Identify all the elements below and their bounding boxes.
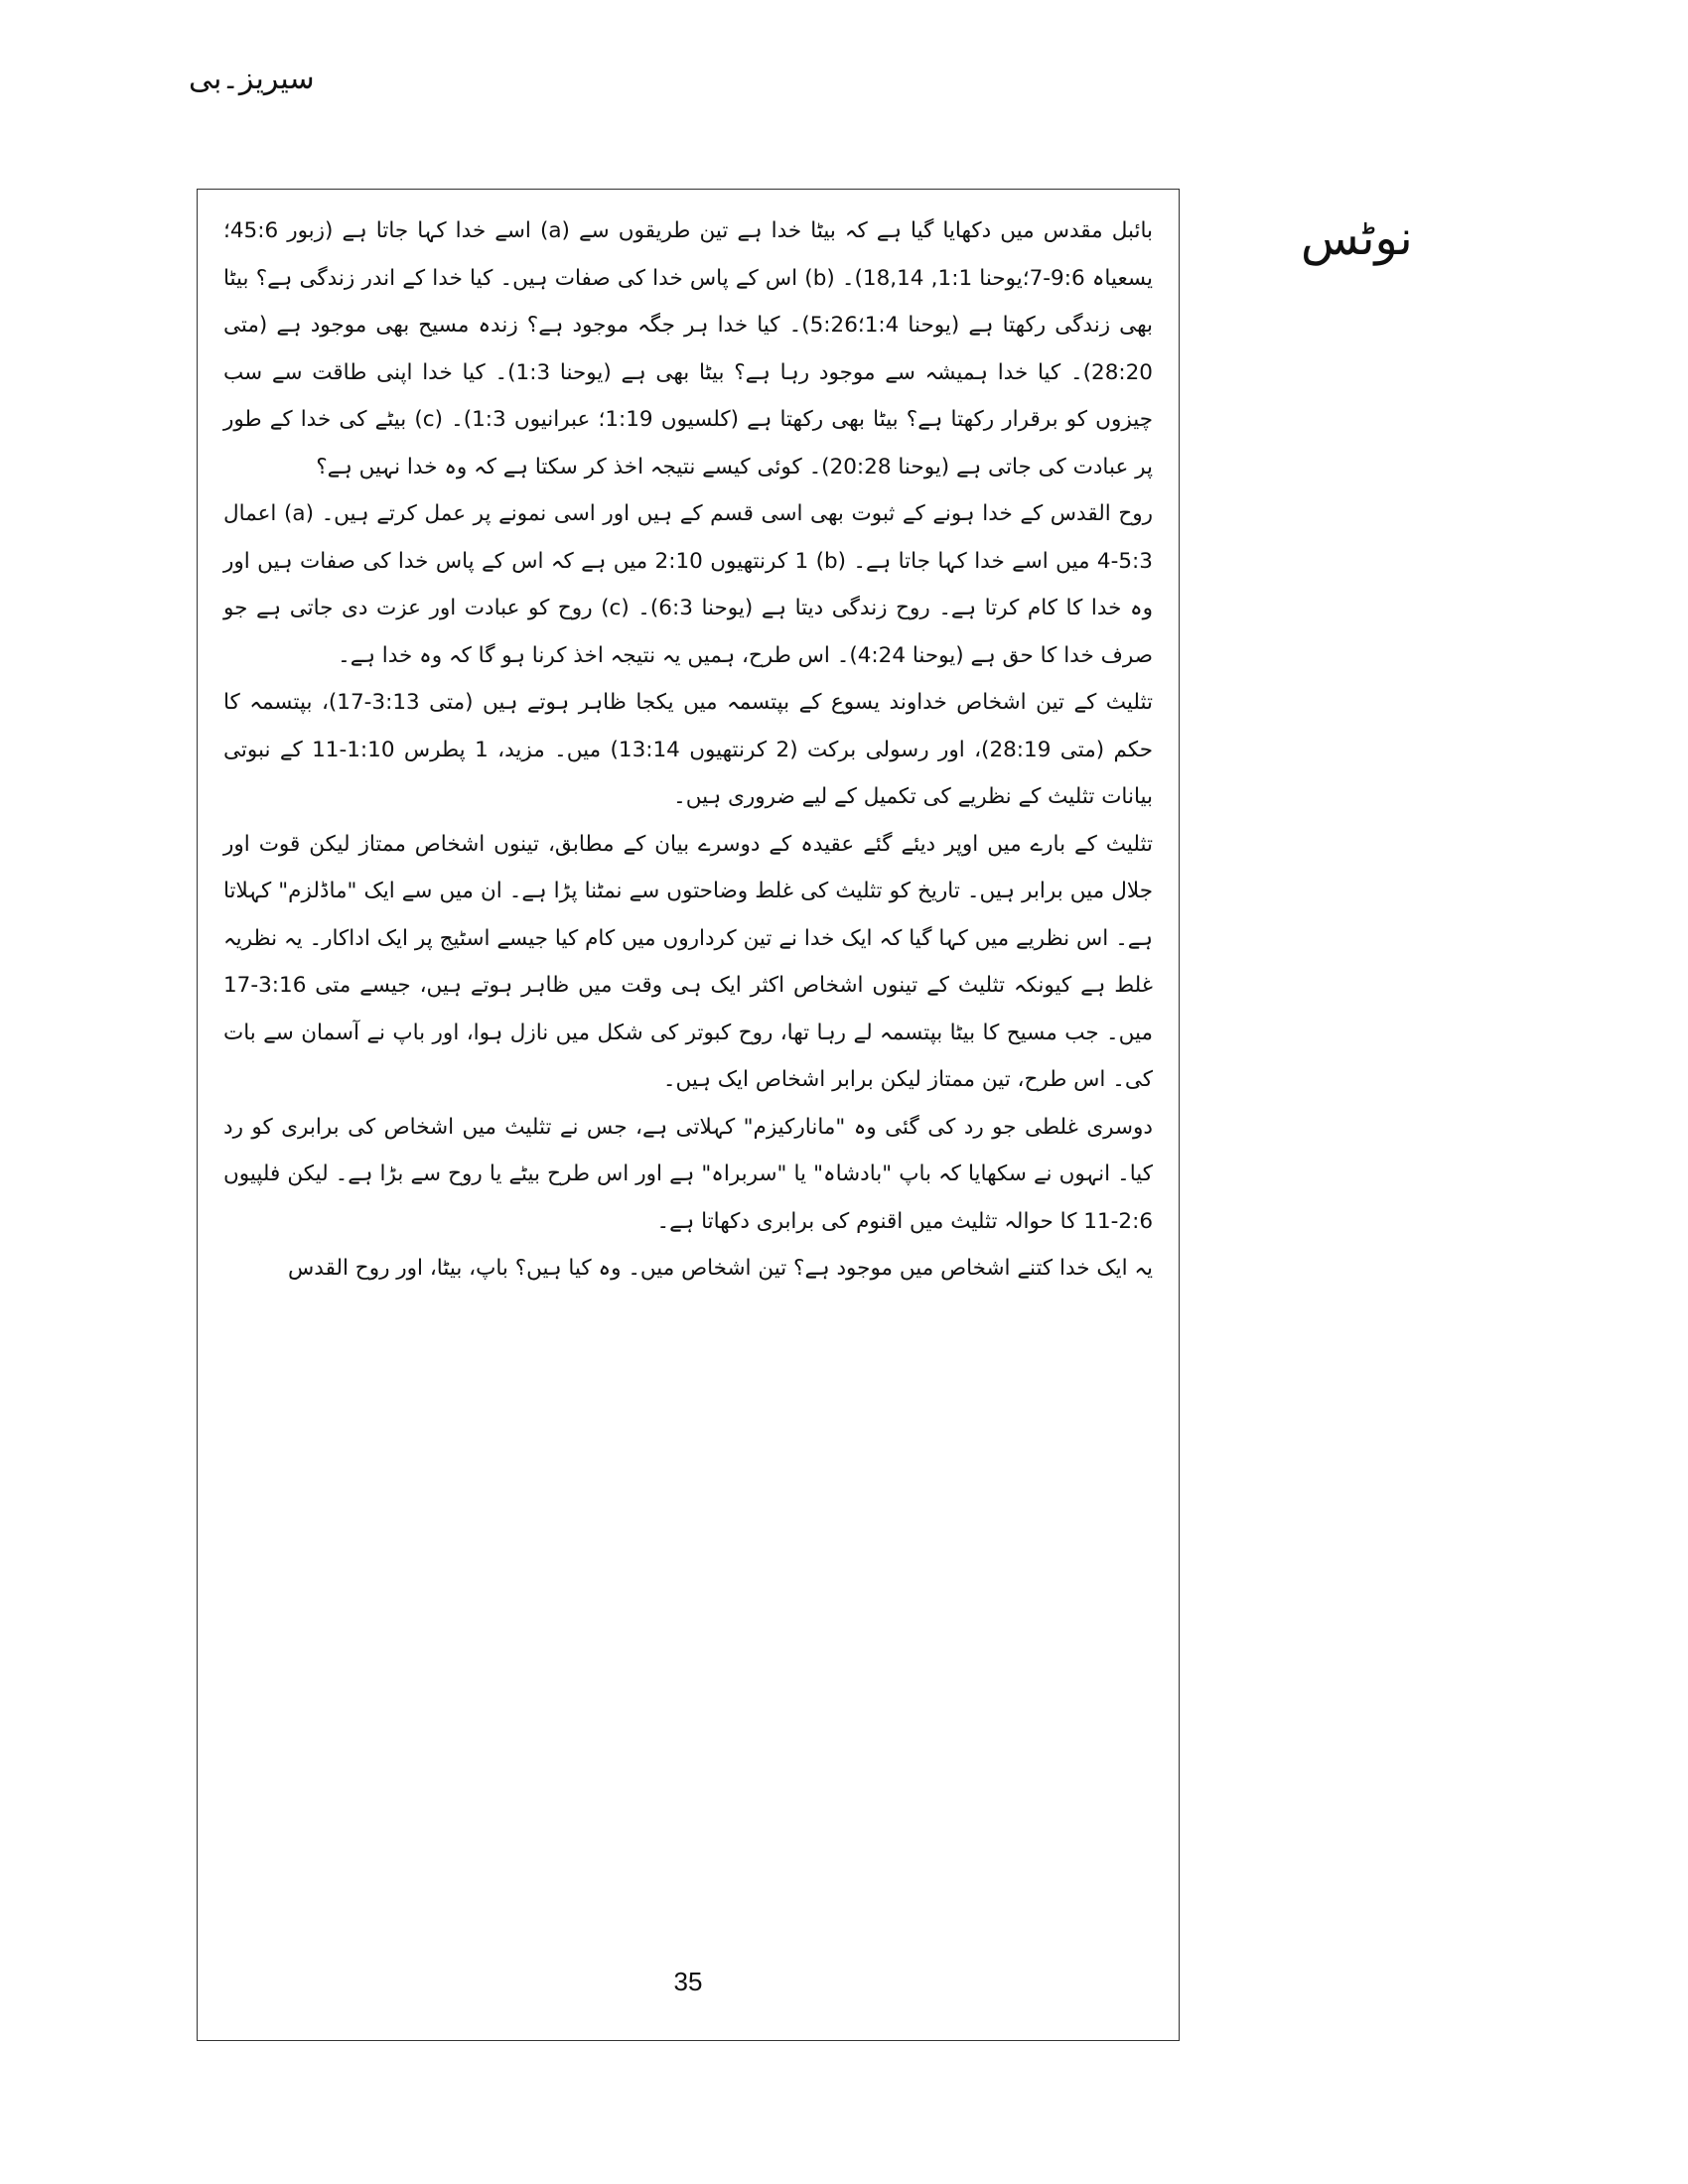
paragraph-trinity-appearances: تثلیث کے تین اشخاص خداوند یسوع کے بپتسمہ میں یکجا ظاہر ہوتے ہیں (متی 3:13-17)، بپتسمہ کا حکم (متی 28:19)، اور رسولی برکت (2 کرنتھیوں 13:14) میں۔ مزید، 1 پطرس 1:10-11 کے نبوتی بیانات تثلیث کے نظریے کی تکمیل کے لیے ضروری ہیں۔ xyxy=(223,690,1153,809)
notes-label: نوٹس xyxy=(1301,210,1413,266)
paragraph-monarchianism: دوسری غلطی جو رد کی گئی وہ "مانارکیزم" کہلاتی ہے، جس نے تثلیث میں اشخاص کی برابری کو رد کیا۔ انہوں نے سکھایا کہ باپ "بادشاہ" یا "سربراہ" ہے اور اس طرح بیٹے یا روح سے بڑا ہے۔ لیکن فلپیوں 2:6-11 کا حوالہ تثلیث میں اقنوم کی برابری دکھاتا ہے۔ xyxy=(223,1114,1153,1234)
paragraph-son-deity: بائبل مقدس میں دکھایا گیا ہے کہ بیٹا خدا ہے تین طریقوں سے (a) اسے خدا کہا جاتا ہے (زبور 45:6؛یسعیاہ 9:6-7؛یوحنا 1:1, 18,14)۔ (b) اس کے پاس خدا کی صفات ہیں۔ کیا خدا کے اندر زندگی ہے؟ بیٹا بھی زندگی رکھتا ہے (یوحنا 1:4؛5:26)۔ کیا خدا ہر جگہ موجود ہے؟ زندہ مسیح بھی موجود ہے (متی 28:20)۔ کیا خدا ہمیشہ سے موجود رہا ہے؟ بیٹا بھی ہے (یوحنا 1:3)۔ کیا خدا اپنی طاقت سے سب چیزوں کو برقرار رکھتا ہے؟ بیٹا بھی رکھتا ہے (کلسیوں 1:19؛ عبرانیوں 1:3)۔ (c) بیٹے کی خدا کے طور پر عبادت کی جاتی ہے (یوحنا 20:28)۔ کوئی کیسے نتیجہ اخذ کر سکتا ہے کہ وہ خدا نہیں ہے؟ xyxy=(223,218,1154,479)
body-text xyxy=(223,207,1153,1293)
paragraph-summary-question: یہ ایک خدا کتنے اشخاص میں موجود ہے؟ تین اشخاص میں۔ وہ کیا ہیں؟ باپ، بیٹا، اور روح القدس xyxy=(288,1256,1153,1281)
paragraph-spirit-deity: روح القدس کے خدا ہونے کے ثبوت بھی اسی قسم کے ہیں اور اسی نمونے پر عمل کرتے ہیں۔ (a) اعمال 5:3-4 میں اسے خدا کہا جاتا ہے۔ (b) 1 کرنتھیوں 2:10 میں ہے کہ اس کے پاس خدا کی صفات ہیں اور وہ خدا کا کام کرتا ہے۔ روح زندگی دیتا ہے (یوحنا 6:3)۔ (c) روح کو عبادت اور عزت دی جاتی ہے جو صرف خدا کا حق ہے (یوحنا 4:24)۔ اس طرح، ہمیں یہ نتیجہ اخذ کرنا ہو گا کہ وہ خدا ہے۔ xyxy=(223,501,1153,668)
paragraph-modalism: تثلیث کے بارے میں اوپر دیئے گئے عقیدہ کے دوسرے بیان کے مطابق، تینوں اشخاص ممتاز لیکن قوت اور جلال میں برابر ہیں۔ تاریخ کو تثلیث کی غلط وضاحتوں سے نمٹنا پڑا ہے۔ ان میں سے ایک "ماڈلزم" کہلاتا ہے۔ اس نظریے میں کہا گیا کہ ایک خدا نے تین کرداروں میں کام کیا جیسے اسٹیج پر ایک اداکار۔ یہ نظریہ غلط ہے کیونکہ تثلیث کے تینوں اشخاص اکثر ایک ہی وقت میں ظاہر ہوتے ہیں، جیسے متی 3:16-17 میں۔ جب مسیح کا بیٹا بپتسمہ لے رہا تھا، روح کبوتر کی شکل میں نازل ہوا، اور باپ نے آسمان سے بات کی۔ اس طرح، تین ممتاز لیکن برابر اشخاص ایک ہیں۔ xyxy=(223,831,1153,1092)
content-box xyxy=(197,189,1180,2041)
series-label: سیریز۔بی xyxy=(189,62,315,96)
page-number: 35 xyxy=(673,1967,703,1996)
